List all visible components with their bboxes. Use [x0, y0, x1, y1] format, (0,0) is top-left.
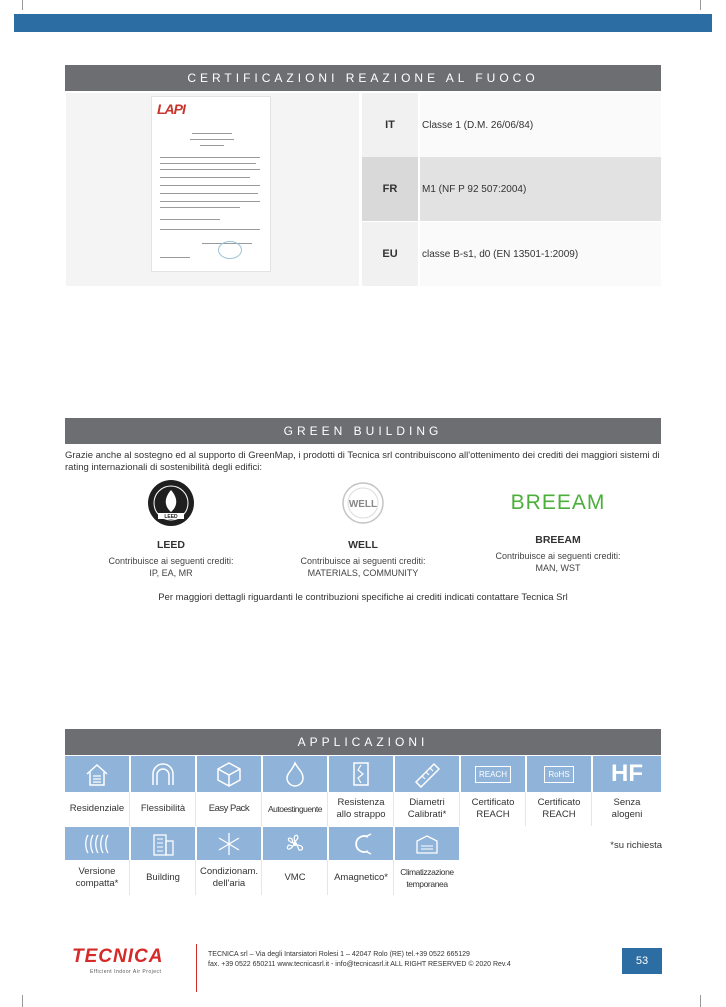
footer-divider — [196, 944, 197, 992]
cert-country-code: EU — [362, 222, 418, 286]
temporary-icon — [395, 827, 459, 860]
well-name: WELL — [348, 539, 378, 551]
svg-text:LEED: LEED — [164, 514, 178, 520]
app-label-amagnetico: Amagnetico* — [329, 860, 394, 895]
leed-name: LEED — [156, 539, 185, 551]
cert-row-fr — [362, 157, 661, 221]
compact-coil-icon — [65, 827, 129, 860]
cert-country-code: FR — [362, 157, 418, 221]
arches-icon — [131, 756, 195, 792]
page-number: 53 — [622, 948, 662, 974]
ruler-icon — [395, 756, 459, 792]
box-icon — [197, 756, 261, 792]
crop-mark — [700, 995, 701, 1007]
app-label-reach: Certificato REACH — [461, 792, 526, 826]
app-label-senza-alogeni: Senza alogeni — [611, 797, 643, 820]
breeam-credits-list: MAN, WST — [535, 563, 581, 573]
hf-icon: HF — [593, 756, 661, 792]
cert-country-code: IT — [362, 93, 418, 157]
app-label-easy-pack: Easy Pack — [197, 792, 262, 826]
tear-icon — [329, 756, 393, 792]
cert-class-text: M1 (NF P 92 507:2004) — [420, 157, 661, 221]
tecnica-tagline: Efficient Indoor Air Project — [90, 969, 162, 975]
well-block — [273, 478, 453, 579]
top-accent-bar — [14, 14, 712, 32]
app-label-autoestinguente: Autoestinguente — [263, 792, 328, 826]
green-building-more-info: Per maggiori dettagli riguardanti le contribuzioni specifiche ai crediti indicati contattare Tecnica Srl — [158, 592, 568, 603]
footer-contact-info: TECNICA srl – Via degli Intarsiatori Rolesi 1 – 42047 Rolo (RE) tel.+39 0522 665129 fax. +39 0522 650211 www.tecnicasrl.it - info@tecnicasrl.it ALL RIGHT RESERVED © 2020 Rev.4 — [208, 951, 511, 968]
leed-credits-list: IP, EA, MR — [149, 568, 193, 578]
app-label-versione-compatta: Versione compatta* — [65, 860, 130, 895]
breeam-name: BREEAM — [535, 534, 581, 546]
fire-section-title: CERTIFICAZIONI REAZIONE AL FUOCO — [65, 65, 661, 91]
well-credits-list: MATERIALS, COMMUNITY — [307, 568, 419, 578]
cert-class-text: Classe 1 (D.M. 26/06/84) — [420, 93, 661, 157]
app-label-residenziale: Residenziale — [65, 792, 130, 826]
green-building-intro: Grazie anche al sostegno ed al supporto di GreenMap, i prodotti di Tecnica srl contribuiscono all'ottenimento dei crediti dei maggiori sistemi di rating internazionali di sostenibilità degli edifici: — [65, 450, 660, 473]
certificate-document-image — [151, 96, 271, 272]
reach-icon: REACH — [461, 756, 525, 792]
breeam-credits-caption: Contribuisce ai seguenti crediti: — [495, 551, 621, 561]
lapi-logo: LAPI — [157, 101, 185, 117]
building-icon — [131, 827, 195, 860]
crop-mark — [22, 0, 23, 10]
well-logo-icon — [336, 478, 390, 528]
app-label-flessibilita: Flessibilità — [131, 792, 196, 826]
app-label-climatizzazione: Climatizzazione temporanea — [400, 866, 454, 889]
app-label-vmc: VMC — [263, 860, 328, 895]
applications-section-title: APPLICAZIONI — [65, 729, 661, 755]
crop-mark — [22, 995, 23, 1007]
leed-logo-icon — [144, 478, 198, 528]
house-layers-icon — [65, 756, 129, 792]
on-request-note: *su richiesta — [610, 840, 662, 851]
app-label-diametri: Diametri Calibrati* — [395, 792, 460, 826]
cert-row-it — [362, 93, 661, 157]
breeam-block — [468, 478, 648, 574]
cert-class-text: classe B-s1, d0 (EN 13501-1:2009) — [420, 222, 661, 286]
app-label-condizionamento: Condizionam. dell'aria — [197, 860, 262, 895]
flame-icon — [263, 756, 327, 792]
rohs-icon: RoHS — [527, 756, 591, 792]
app-label-building: Building — [131, 860, 196, 895]
leed-block — [81, 478, 261, 579]
cert-row-eu — [362, 222, 661, 286]
tecnica-logo: TECNICA — [72, 946, 164, 967]
snowflake-icon — [197, 827, 261, 860]
fan-icon — [263, 827, 327, 860]
magnet-icon — [329, 827, 393, 860]
app-label-resistenza: Resistenza allo strappo — [329, 792, 394, 826]
crop-mark — [700, 0, 701, 10]
breeam-logo-icon: BREEAM — [510, 491, 606, 514]
app-label-rohs: Certificato REACH — [527, 792, 592, 826]
svg-text:WELL: WELL — [348, 499, 378, 510]
well-credits-caption: Contribuisce ai seguenti crediti: — [300, 556, 426, 566]
leed-credits-caption: Contribuisce ai seguenti crediti: — [108, 556, 234, 566]
green-building-section-title: GREEN BUILDING — [65, 418, 661, 444]
